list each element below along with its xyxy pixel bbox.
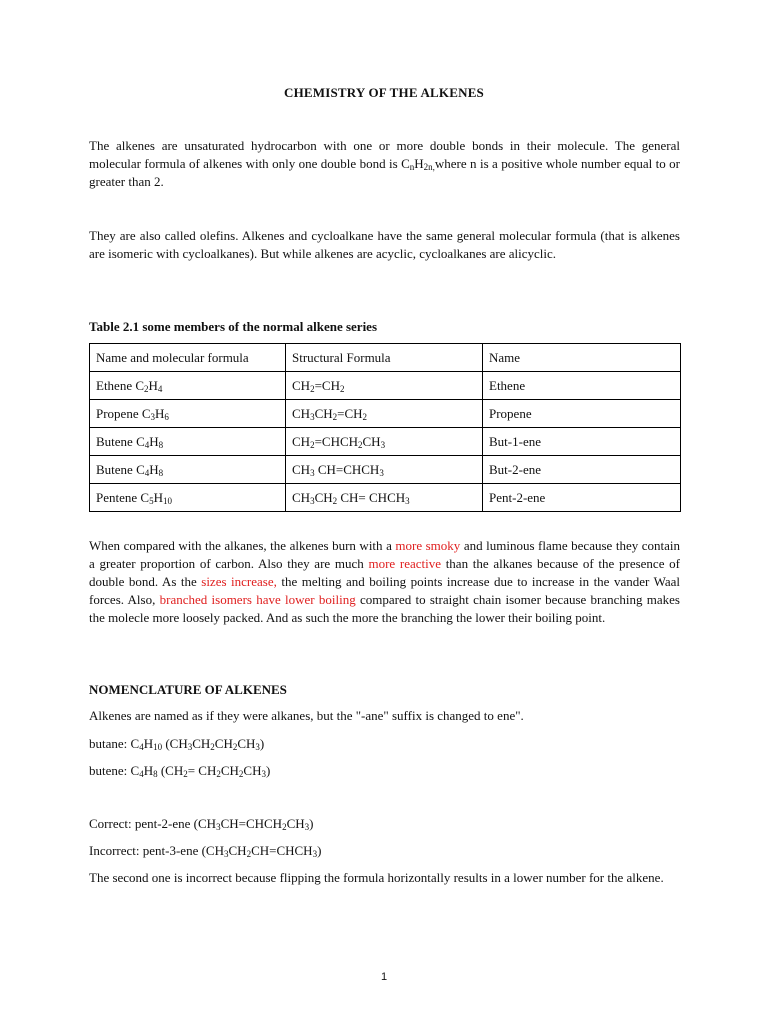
table-cell-structural: $CH_3$ $CH=CHCH_3$	[286, 456, 483, 484]
explanation-paragraph: The second one is incorrect because flipping the formula horizontally results in a lower number for the alkene.	[89, 870, 664, 885]
table-cell-molecular: Butene $C_4H_8$	[90, 456, 286, 484]
correct-example: Correct: pent-2-ene $(CH_3CH=CHCH_2CH_3)$	[89, 816, 314, 832]
table-cell-name: But-2-ene	[483, 456, 681, 484]
intro-text-end: where n is a positive whole number equal to or greater than 2.	[89, 156, 681, 189]
butene-formula: butene: $C_4H_8$ $(CH_2= CH_2CH_2CH_3)$	[89, 763, 271, 779]
table-cell-name: Propene	[483, 400, 681, 428]
alkene-table	[89, 343, 681, 512]
highlight-text: branched isomers have lower boiling	[159, 592, 356, 607]
table-row	[90, 400, 681, 428]
table-row	[90, 456, 681, 484]
table-cell-name: Pent-2-ene	[483, 484, 681, 512]
table-cell-name: Ethene	[483, 372, 681, 400]
table-cell-molecular: Ethene $C_2H_4$	[90, 372, 286, 400]
table-cell-molecular: Propene $C_3H_6$	[90, 400, 286, 428]
highlight-text: more smoky	[395, 538, 461, 553]
table-cell-name: But-1-ene	[483, 428, 681, 456]
table-cell-molecular: Butene $C_4H_8$	[90, 428, 286, 456]
table-row	[90, 428, 681, 456]
highlight-text: more reactive	[368, 556, 441, 571]
table-header-cell: Structural Formula	[286, 344, 483, 372]
section-heading: NOMENCLATURE OF ALKENES	[89, 682, 287, 697]
table-cell-structural: $CH_3CH_2=CH_2$	[286, 400, 483, 428]
intro-paragraph-2: They are also called olefins. Alkenes and cycloalkane have the same general molecular formula (that is alkenes are isomeric with cycloalkanes). But while alkenes are acyclic, cycloalkanes are alicyclic.	[89, 228, 680, 261]
table-cell-structural: $CH_2=CHCH_2CH_3$	[286, 428, 483, 456]
formula-subscript: n	[409, 162, 415, 172]
intro-paragraph-1	[89, 137, 680, 191]
properties-paragraph: When compared with the alkanes, the alkenes burn with a more smoky and luminous flame because they contain a greater proportion of carbon. Also they are much more reactive than the alkanes because of the presence of double bond. As the sizes increase, the melting and boiling points increase due to increase in the vander Waal forces. Also, branched isomers have lower boiling compared to straight chain isomer because branching makes the molecle more loosely packed. And as such the more the branching the lower their boiling point.	[89, 538, 681, 625]
formula-subscript: 2n,	[423, 162, 435, 172]
table-cell-structural: $CH_3CH_2$ $CH= CHCH_3$	[286, 484, 483, 512]
page-title: CHEMISTRY OF THE ALKENES	[284, 85, 484, 100]
highlight-text: sizes increase,	[201, 574, 277, 589]
formula-h: H	[414, 156, 424, 171]
table-header-cell: Name and molecular formula	[90, 344, 286, 372]
table-row	[90, 372, 681, 400]
page-number: 1	[380, 971, 388, 983]
butane-formula: butane: $C_4H_{10}$ $(CH_3CH_2CH_2CH_3)$	[89, 736, 265, 752]
table-cell-molecular: Pentene $C_5H_{10}$	[90, 484, 286, 512]
table-header-row	[90, 344, 681, 372]
table-caption: Table 2.1 some members of the normal alkene series	[89, 319, 378, 334]
table-header-cell: Name	[483, 344, 681, 372]
table-row	[90, 484, 681, 512]
intro-text: The alkenes are unsaturated hydrocarbon with one or more double bonds in their molecule. The general molecular formula of alkenes with only one double bond is C	[89, 138, 680, 171]
incorrect-example: Incorrect: pent-3-ene $(CH_3CH_2CH=CHCH_3)$	[89, 843, 322, 859]
table-cell-structural: $CH_2=CH_2$	[286, 372, 483, 400]
nomenclature-rule: Alkenes are named as if they were alkanes, but the "-ane" suffix is changed to ene".	[89, 708, 524, 723]
